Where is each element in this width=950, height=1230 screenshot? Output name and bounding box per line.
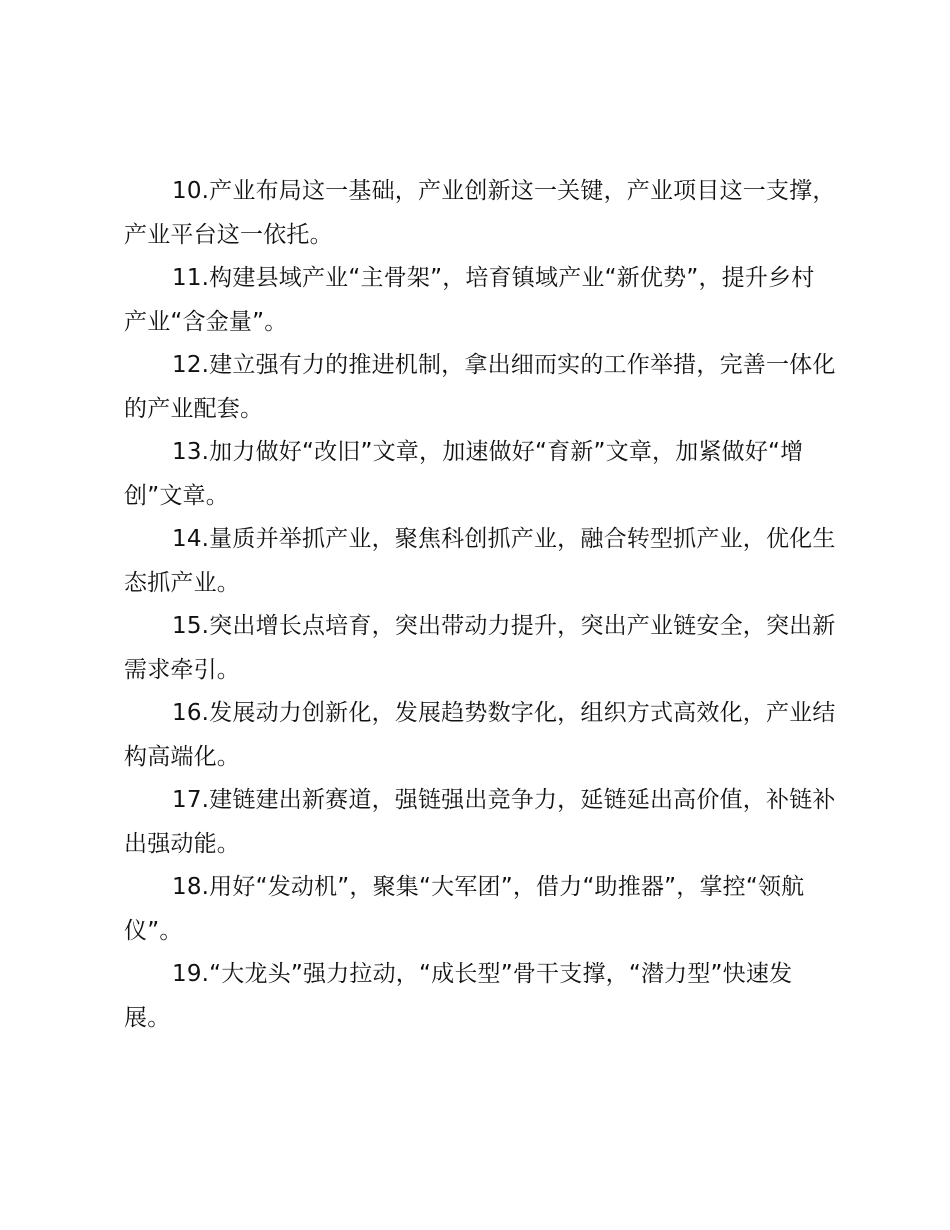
- paragraph-item-15: 15.突出增长点培育，突出带动力提升，突出产业链安全，突出新需求牵引。: [124, 613, 836, 683]
- paragraph-item-16: 16.发展动力创新化，发展趋势数字化，组织方式高效化，产业结构高端化。: [124, 700, 836, 770]
- paragraph-item-12: 12.建立强有力的推进机制，拿出细而实的工作举措，完善一体化的产业配套。: [124, 352, 836, 422]
- document-body: [124, 170, 836, 1040]
- paragraph-item-17: 17.建链建出新赛道，强链强出竞争力，延链延出高价值，补链补出强动能。: [124, 787, 836, 857]
- paragraph-item-14: 14.量质并举抓产业，聚焦科创抓产业，融合转型抓产业，优化生态抓产业。: [124, 526, 836, 596]
- paragraph-item-18: 18.用好“发动机”，聚集“大军团”，借力“助推器”，掌控“领航仪”。: [124, 874, 805, 944]
- paragraph-item-10: 10.产业布局这一基础，产业创新这一关键，产业项目这一支撑，产业平台这一依托。: [124, 178, 836, 248]
- paragraph-item-11: 11.构建县域产业“主骨架”，培育镇域产业“新优势”，提升乡村产业“含金量”。: [124, 265, 815, 335]
- paragraph-item-19: 19.“大龙头”强力拉动，“成长型”骨干支撑，“潜力型”快速发展。: [124, 961, 793, 1031]
- paragraph-item-13: 13.加力做好“改旧”文章，加速做好“育新”文章，加紧做好“增创”文章。: [124, 439, 804, 509]
